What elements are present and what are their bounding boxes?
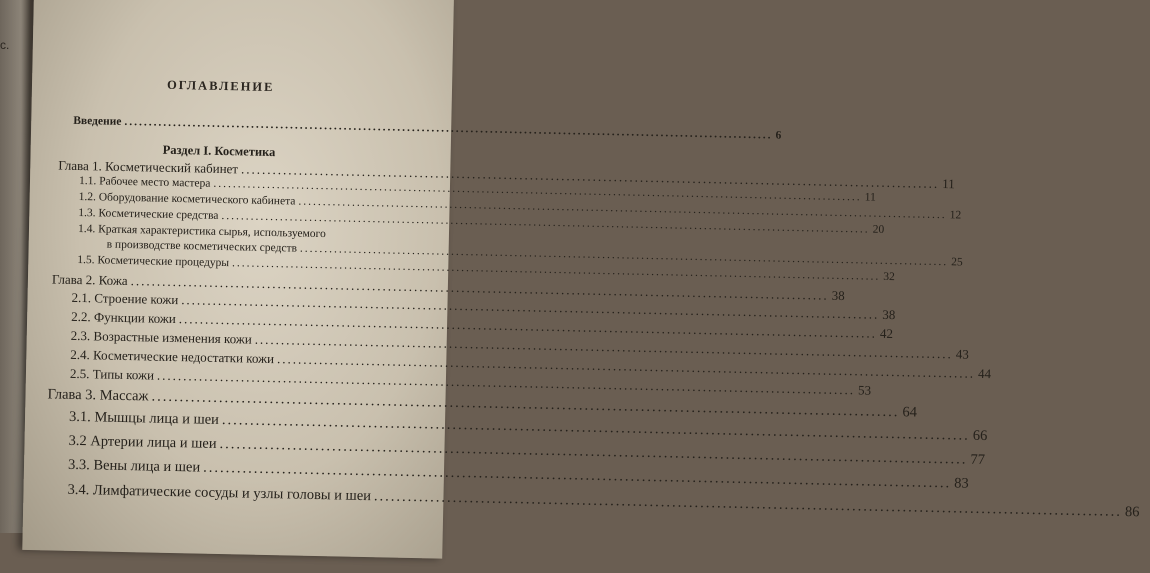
- toc-item-1-5: [77, 253, 895, 284]
- toc-entry-page: 64: [902, 404, 918, 421]
- toc-entry-label: 1.3. Косметические средства: [78, 206, 219, 222]
- toc-entry-page: 12: [949, 209, 962, 222]
- toc-entry-page: 11: [864, 191, 876, 204]
- previous-page-fragment: c.: [0, 38, 10, 52]
- toc-entry-page: 86: [1124, 503, 1140, 521]
- toc-item-1-4-line1: 1.4. Краткая характеристика сырья, используемого: [77, 222, 326, 241]
- toc-entry-page: 53: [857, 382, 872, 398]
- toc-item-2-5: [69, 365, 872, 398]
- book-page: [22, 0, 1140, 559]
- toc-entry-label: 2.4. Косметические недостатки кожи: [70, 346, 275, 367]
- toc-entry-page: 20: [872, 223, 885, 236]
- toc-entry-label: Глава 1. Косметический кабинет: [58, 157, 239, 177]
- toc-entry-page: 38: [882, 306, 896, 323]
- toc-entry-label: 3.2 Артерии лица и шеи: [68, 432, 217, 452]
- toc-entry-label: 2.5. Типы кожи: [69, 365, 155, 383]
- toc-entry-label: 3.3. Вены лица и шеи: [67, 456, 201, 476]
- toc-entry-page: 6: [775, 129, 782, 142]
- toc-entry-page: 38: [831, 287, 845, 304]
- toc-entry-page: 32: [883, 270, 895, 284]
- toc-title: ОГЛАВЛЕНИЕ: [166, 77, 275, 95]
- section-heading: Раздел I. Косметика: [162, 142, 276, 160]
- toc-entry-label: в производстве косметических средств: [106, 238, 298, 255]
- toc-entry-label: 1.2. Оборудование косметического кабинета: [78, 190, 296, 208]
- toc-entry-page: 83: [953, 475, 969, 492]
- toc-item-3-3: [67, 456, 969, 492]
- toc-entry-label: 2.3. Возрастные изменения кожи: [70, 327, 252, 347]
- toc-entry-label: 1.1. Рабочее место мастера: [78, 174, 211, 190]
- toc-entry-label: 1.5. Косметические процедуры: [77, 253, 230, 270]
- toc-entry-page: 25: [951, 256, 963, 269]
- leader-dots: [124, 116, 772, 142]
- toc-entry-page: 44: [977, 365, 992, 382]
- toc-entry-intro: [73, 114, 782, 142]
- toc-entry-page: 77: [970, 451, 986, 469]
- toc-entry-page: 43: [955, 346, 970, 362]
- toc-entry-page: 42: [879, 325, 894, 342]
- toc-entry-label: Введение: [73, 114, 122, 128]
- toc-entry-page: 11: [942, 176, 955, 192]
- leader-dots: [374, 488, 1122, 521]
- toc-entry-label: 3.1. Мышцы лица и шеи: [68, 408, 220, 428]
- toc-entry-label: 2.1. Строение кожи: [71, 289, 179, 308]
- toc-entry-label: Глава 3. Массаж: [47, 386, 149, 405]
- toc-entry-label: Глава 2. Кожа: [51, 271, 128, 289]
- toc-entry-label: 3.4. Лимфатические сосуды и узлы головы и шеи: [67, 481, 372, 505]
- toc-entry-label: 2.2. Функции кожи: [71, 308, 176, 327]
- toc-entry-page: 66: [972, 427, 988, 445]
